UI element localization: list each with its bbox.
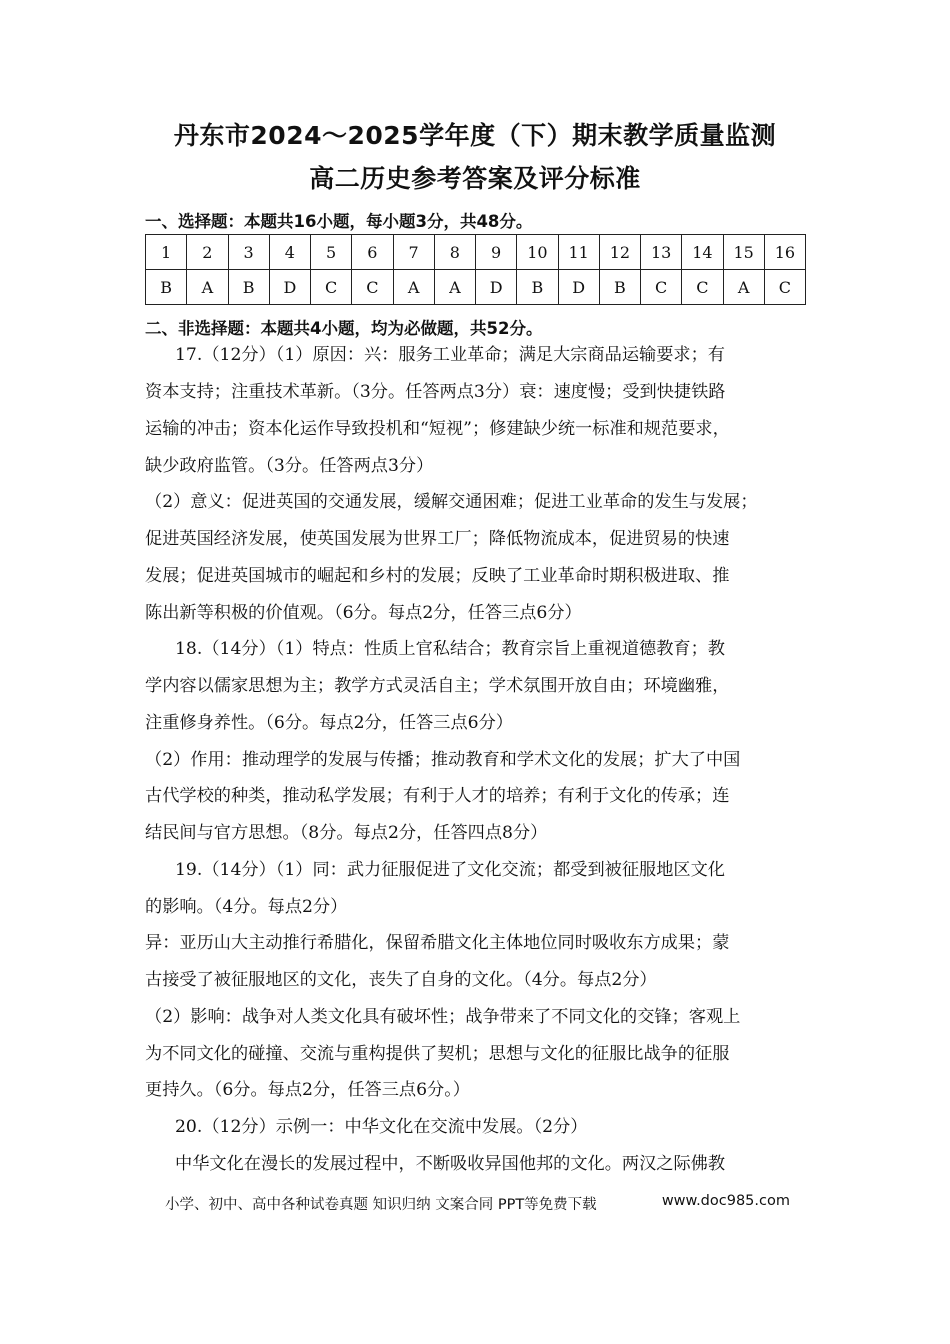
body-line: 注重修身养性。（6分。每点2分，任答三点6分） (145, 713, 513, 733)
body-line: （2）意义：促进英国的交通发展，缓解交通困难；促进工业革命的发生与发展； (145, 492, 758, 512)
body-line: 促进英国经济发展，使英国发展为世界工厂；降低物流成本，促进贸易的快速 (145, 529, 730, 549)
answer-cell: C (352, 270, 393, 305)
question-number-cell: 12 (599, 235, 640, 270)
body-line: 结民间与官方思想。（8分。每点2分，任答四点8分） (145, 823, 548, 843)
answer-cell: C (311, 270, 352, 305)
answer-cell: D (476, 270, 517, 305)
answer-cell: D (269, 270, 310, 305)
answer-cell: A (187, 270, 228, 305)
question-number-cell: 1 (146, 235, 187, 270)
question-number-cell: 7 (393, 235, 434, 270)
answer-cell: B (517, 270, 558, 305)
body-line: 更持久。（6分。每点2分，任答三点6分。） (145, 1080, 470, 1100)
question-number-cell: 8 (434, 235, 475, 270)
answer-cell: B (146, 270, 187, 305)
page-subtitle: 高二历史参考答案及评分标准 (309, 164, 641, 193)
body-line: 异：亚历山大主动推行希腊化，保留希腊文化主体地位同时吸收东方成果；蒙 (145, 933, 730, 953)
body-line: 17.（12分）（1）原因：兴：服务工业革命；满足大宗商品运输要求；有 (175, 345, 725, 365)
answer-cell: C (764, 270, 805, 305)
footer-text: 小学、初中、高中各种试卷真题 知识归纳 文案合同 PPT等免费下载 (165, 1197, 597, 1213)
body-line: 19.（14分）（1）同：武力征服促进了文化交流；都受到被征服地区文化 (175, 860, 725, 880)
page-title: 丹东市2024～2025学年度（下）期末教学质量监测 (173, 121, 777, 150)
answer-cell: B (228, 270, 269, 305)
question-number-cell: 10 (517, 235, 558, 270)
answer-cell: A (434, 270, 475, 305)
body-line: （2）作用：推动理学的发展与传播；推动教育和学术文化的发展；扩大了中国 (145, 750, 741, 770)
answer-cell: B (599, 270, 640, 305)
body-line: 的影响。（4分。每点2分） (145, 897, 348, 917)
question-number-cell: 9 (476, 235, 517, 270)
answer-cell: A (723, 270, 764, 305)
body-line: 陈出新等积极的价值观。（6分。每点2分，任答三点6分） (145, 603, 582, 623)
body-line: 学内容以儒家思想为主；教学方式灵活自主；学术氛围开放自由；环境幽雅， (145, 676, 730, 696)
body-line: 为不同文化的碰撞、交流与重构提供了契机；思想与文化的征服比战争的征服 (145, 1044, 730, 1064)
footer-url[interactable]: www.doc985.com (661, 1193, 790, 1209)
answer-cell: A (393, 270, 434, 305)
body-line: 古代学校的种类，推动私学发展；有利于人才的培养；有利于文化的传承；连 (145, 786, 730, 806)
section-heading-choice: 一、选择题：本题共16小题，每小题3分，共48分。 (145, 212, 533, 231)
answer-table (145, 234, 806, 305)
question-number-cell: 16 (764, 235, 805, 270)
question-number-cell: 15 (723, 235, 764, 270)
question-number-row (146, 235, 806, 270)
answer-cell: C (641, 270, 682, 305)
body-line: 古接受了被征服地区的文化，丧失了自身的文化。（4分。每点2分） (145, 970, 657, 990)
body-line: 运输的冲击；资本化运作导致投机和“短视”；修建缺少统一标准和规范要求， (145, 419, 730, 439)
question-number-cell: 3 (228, 235, 269, 270)
answer-cell: D (558, 270, 599, 305)
section-heading-nonchoice: 二、非选择题：本题共4小题，均为必做题，共52分。 (145, 319, 543, 338)
footer (165, 1193, 805, 1214)
body-line: 中华文化在漫长的发展过程中，不断吸收异国他邦的文化。两汉之际佛教 (175, 1154, 726, 1174)
body-line: 18.（14分）（1）特点：性质上官私结合；教育宗旨上重视道德教育；教 (175, 639, 725, 659)
question-number-cell: 11 (558, 235, 599, 270)
body-line: 发展；促进英国城市的崛起和乡村的发展；反映了工业革命时期积极进取、推 (145, 566, 730, 586)
question-number-cell: 5 (311, 235, 352, 270)
question-number-cell: 4 (269, 235, 310, 270)
question-number-cell: 13 (641, 235, 682, 270)
body-line: 缺少政府监管。（3分。任答两点3分） (145, 456, 434, 476)
body-line: 资本支持；注重技术革新。（3分。任答两点3分）衰：速度慢；受到快捷铁路 (145, 382, 726, 402)
body-line: 20.（12分）示例一：中华文化在交流中发展。（2分） (175, 1117, 588, 1137)
question-number-cell: 14 (682, 235, 723, 270)
question-number-cell: 2 (187, 235, 228, 270)
question-number-cell: 6 (352, 235, 393, 270)
answer-row (146, 270, 806, 305)
body-line: （2）影响：战争对人类文化具有破坏性；战争带来了不同文化的交锋；客观上 (145, 1007, 741, 1027)
answer-cell: C (682, 270, 723, 305)
